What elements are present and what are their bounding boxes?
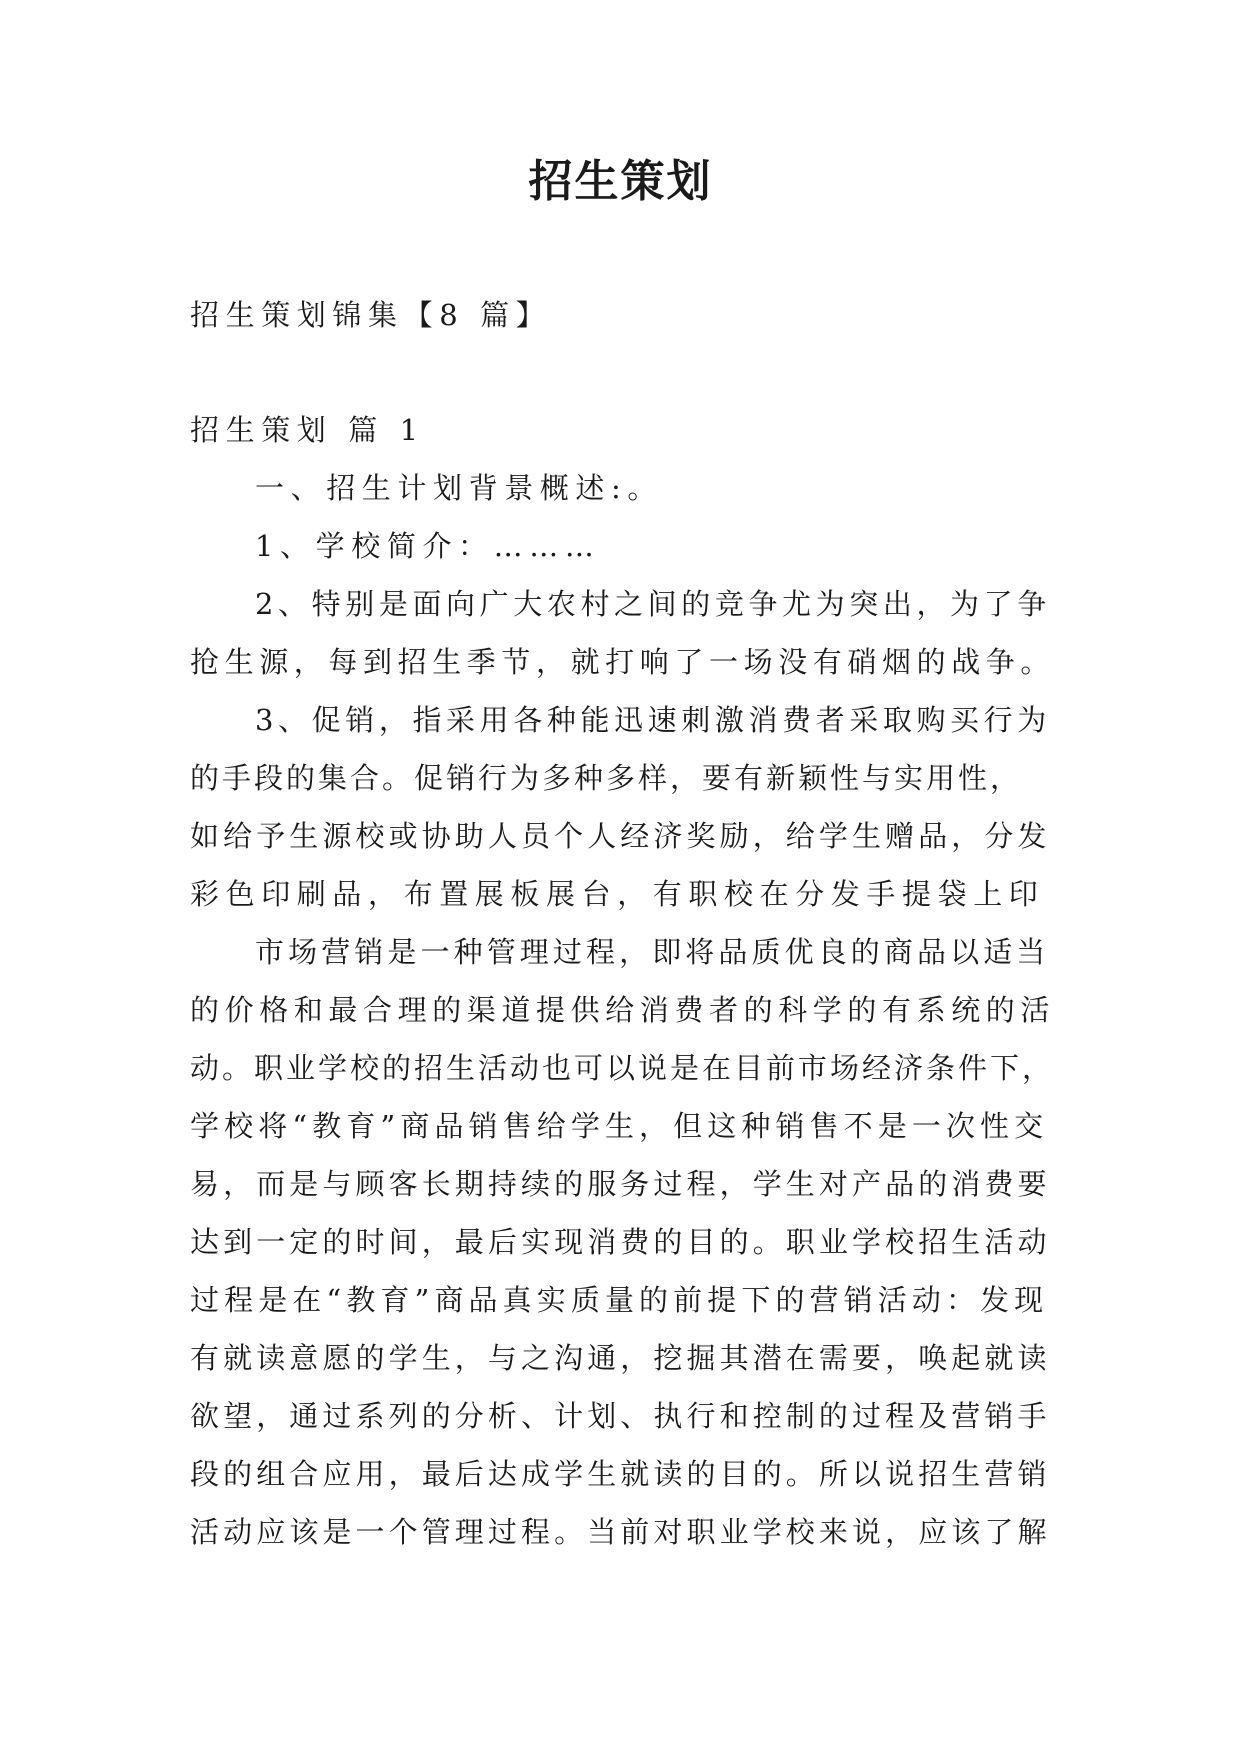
body-line: 的价格和最合理的渠道提供给消费者的科学的有系统的活 [190, 993, 1056, 1027]
body-line: 3、促销，指采用各种能迅速刺激消费者采取购买行为 [255, 703, 1051, 737]
body-line: 2、特别是面向广大农村之间的竞争尤为突出，为了争 [255, 587, 1051, 621]
body-line: 段的组合应用，最后达成学生就读的目的。所以说招生营销 [190, 1457, 1051, 1491]
document-title: 招生策划 [528, 156, 713, 207]
body-line: 1、学校简介：……… [255, 529, 601, 563]
body-line: 动。职业学校的招生活动也可以说是在目前市场经济条件下， [190, 1051, 1055, 1085]
body-line: 活动应该是一个管理过程。当前对职业学校来说，应该了解 [190, 1515, 1051, 1549]
body-line: 达到一定的时间，最后实现消费的目的。职业学校招生活动 [190, 1225, 1051, 1259]
body-line: 如给予生源校或协助人员个人经济奖励，给学生赠品，分发 [190, 819, 1051, 853]
body-line: 市场营销是一种管理过程，即将品质优良的商品以适当 [255, 935, 1050, 969]
document-subtitle: 招生策划锦集【8 篇】 [190, 298, 552, 332]
body-line: 抢生源，每到招生季节，就打响了一场没有硝烟的战争。 [190, 645, 1056, 679]
body-line: 过程是在“教育”商品真实质量的前提下的营销活动：发现 [190, 1283, 1049, 1317]
body-line: 欲望，通过系列的分析、计划、执行和控制的过程及营销手 [190, 1399, 1051, 1433]
body-line: 易，而是与顾客长期持续的服务过程，学生对产品的消费要 [190, 1167, 1051, 1201]
body-line: 一、招生计划背景概述:。 [255, 471, 663, 505]
body-line: 彩色印刷品，布置展板展台，有职校在分发手提袋上印 [190, 877, 1045, 911]
body-line: 学校将“教育”商品销售给学生，但这种销售不是一次性交 [190, 1109, 1049, 1143]
body-line: 的手段的集合。促销行为多种多样，要有新颖性与实用性， [190, 761, 1023, 795]
section-heading: 招生策划 篇 1 [190, 413, 425, 447]
body-line: 有就读意愿的学生，与之沟通，挖掘其潜在需要，唤起就读 [190, 1341, 1051, 1375]
